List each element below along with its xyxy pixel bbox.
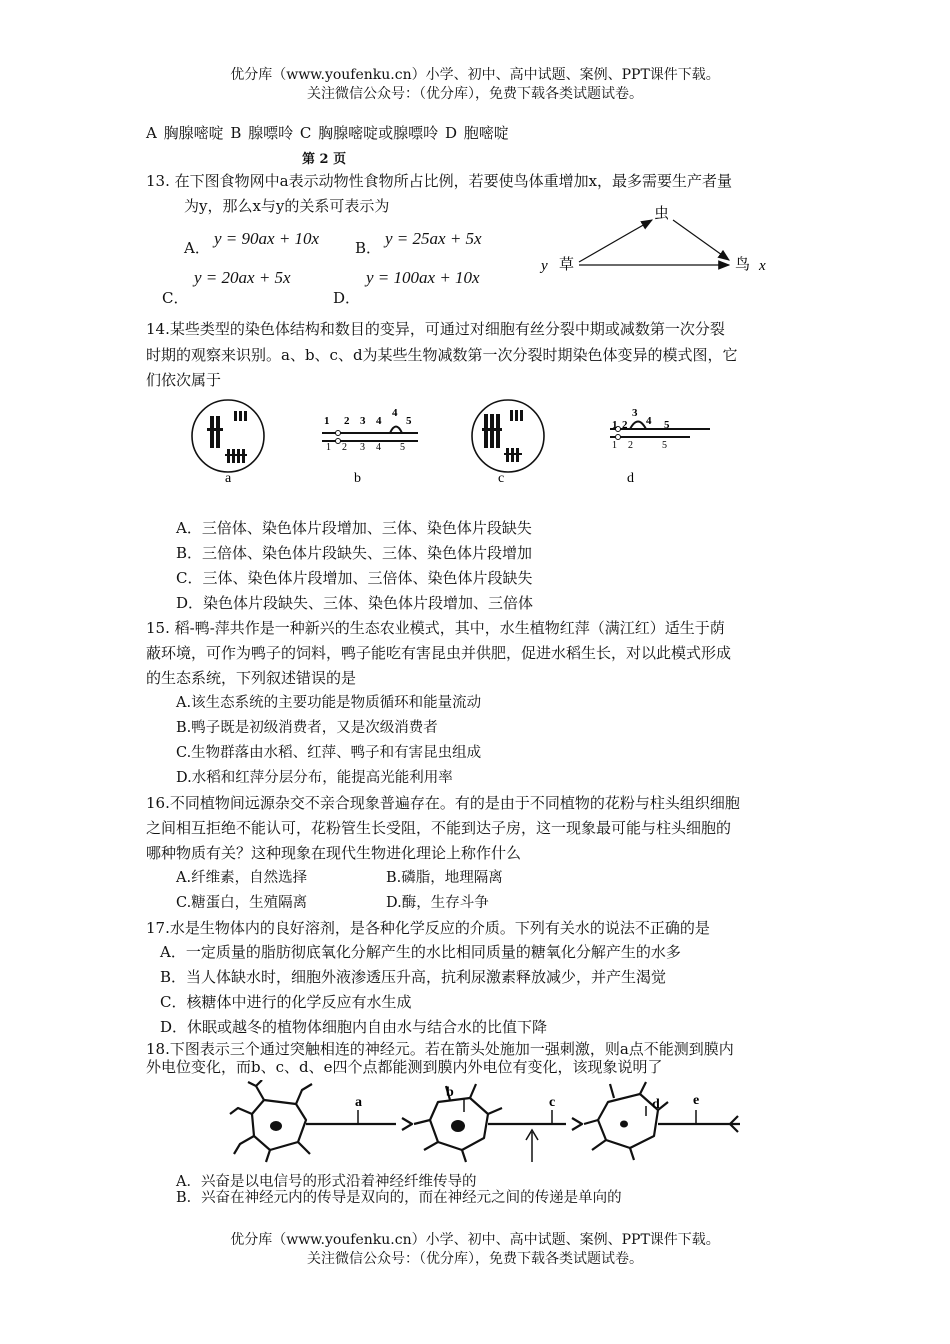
figure-c: [472, 400, 544, 472]
d-bottom-2: 2: [628, 440, 633, 451]
synapse-2: [572, 1118, 582, 1130]
web-y: y: [541, 258, 548, 274]
arrow-insect-to-bird: [673, 220, 729, 260]
q16-option-a: A.纤维素，自然选择: [176, 870, 308, 886]
q13-option-a-label: A．: [184, 239, 210, 257]
q15-option-a: A.该生态系统的主要功能是物质循环和能量流动: [176, 695, 482, 711]
q16-option-d: D.酶，生存斗争: [386, 895, 489, 911]
neuron-3-nucleus: [620, 1121, 628, 1128]
d-top-3: 3: [632, 407, 638, 419]
q15-stem-line-2: 蔽环境，可作为鸭子的饲料，鸭子能吃有害昆虫并供肥，促进水稻生长，对以此模式形成: [146, 644, 732, 662]
q15-option-b: B.鸭子既是初级消费者，又是次级消费者: [176, 720, 438, 736]
b-bottom-1: 1: [326, 442, 331, 453]
q13-option-d-label: D．: [333, 289, 361, 307]
footer-line-1: 优分库（www.youfenku.cn）小学、初中、高中试题、案例、PPT课件下载。: [230, 1232, 720, 1248]
point-d: d: [652, 1097, 660, 1112]
q18-option-a: A．兴奋是以电信号的形式沿着神经纤维传导的: [176, 1174, 477, 1190]
q15-option-d: D.水稻和红萍分层分布，能提高光能利用率: [176, 770, 453, 786]
label-a: a: [225, 471, 232, 486]
b-top-3: 3: [360, 415, 366, 427]
d-bottom-1: 1: [612, 440, 617, 451]
q14-option-c: C．三体、染色体片段增加、三倍体、染色体片段缺失: [176, 569, 533, 587]
q16-option-c: C.糖蛋白，生殖隔离: [176, 895, 308, 911]
q16-stem-line-1: 16.不同植物间远源杂交不亲合现象普遍存在。有的是由于不同植物的花粉与柱头组织细胞: [146, 794, 740, 812]
q13-option-c-label: C．: [162, 289, 189, 307]
label-c: c: [498, 471, 505, 486]
arrow-grass-to-insect: [579, 220, 652, 262]
b-top-2: 2: [344, 415, 350, 427]
q15-stem-line-1: 15. 稻-鸭-萍共作是一种新兴的生态农业模式，其中，水生植物红萍（满江红）适生于荫: [146, 619, 725, 637]
label-b: b: [354, 471, 361, 486]
footer-line-2: 关注微信公众号：（优分库），免费下载各类试题试卷。: [307, 1251, 643, 1267]
chromosome-figure: [190, 398, 720, 490]
point-b: b: [446, 1085, 454, 1100]
figure-b: [322, 427, 418, 444]
q16-stem-line-2: 之间相互拒绝不能认可，花粉管生长受阻，不能到达子房，这一现象最可能与柱头细胞的: [146, 819, 732, 837]
d-top-4: 4: [646, 415, 652, 427]
q14-stem-line-1: 14.某些类型的染色体结构和数目的变异，可通过对细胞有丝分裂中期或减数第一次分裂: [146, 320, 725, 338]
food-web-diagram: [535, 200, 785, 280]
d-top-5: 5: [664, 419, 670, 431]
q18-option-b: B．兴奋在神经元内的传导是双向的，而在神经元之间的传递是单向的: [176, 1190, 622, 1206]
b-top-4b: 4: [392, 407, 398, 419]
q17-stem: 17.水是生物体内的良好溶剂，是各种化学反应的介质。下列有关水的说法不正确的是: [146, 919, 710, 937]
page-label: 第 2 页: [302, 152, 347, 167]
b-bottom-5: 5: [400, 442, 405, 453]
label-d: d: [627, 471, 634, 486]
b-bottom-3: 3: [360, 442, 365, 453]
q13-option-a-expr: y = 90ax + 10x: [214, 229, 320, 248]
point-c: c: [549, 1095, 556, 1110]
q13-option-b-label: B．: [355, 239, 382, 257]
web-insect: 虫: [654, 206, 670, 222]
header-line-1: 优分库（www.youfenku.cn）小学、初中、高中试题、案例、PPT课件下载。: [230, 67, 720, 83]
neuron-3-body: [598, 1094, 658, 1148]
q14-option-a: A．三倍体、染色体片段增加、三体、染色体片段缺失: [176, 519, 532, 537]
q15-stem-line-3: 的生态系统，下列叙述错误的是: [146, 669, 357, 687]
neuron-1-nucleus: [270, 1121, 282, 1131]
web-grass: 草: [559, 257, 575, 273]
b-top-5: 5: [406, 415, 412, 427]
q13-stem-line-2: 为y，那么x与y的关系可表示为: [184, 197, 390, 215]
b-top-4a: 4: [376, 415, 382, 427]
q18-stem-line-2: 外电位变化，而b、c、d、e四个点都能测到膜内外电位有变化，该现象说明了: [146, 1058, 663, 1076]
point-e: e: [693, 1093, 700, 1108]
q12-options: A 胸腺嘧啶 B 腺嘌呤 C 胸腺嘧啶或腺嘌呤 D 胞嘧啶: [146, 124, 509, 142]
synapse-1: [402, 1118, 412, 1130]
neuron-2-nucleus: [451, 1120, 465, 1132]
q17-option-b: B．当人体缺水时，细胞外液渗透压升高，抗利尿激素释放减少，并产生渴觉: [160, 968, 667, 986]
q16-option-b: B.磷脂，地理隔离: [386, 870, 503, 886]
b-top-1: 1: [324, 415, 330, 427]
web-x: x: [759, 258, 766, 274]
b-bottom-2: 2: [342, 442, 347, 453]
figure-a: [192, 400, 264, 472]
q17-option-c: C．核糖体中进行的化学反应有水生成: [160, 993, 412, 1011]
point-a: a: [355, 1095, 362, 1110]
q14-option-b: B．三倍体、染色体片段缺失、三体、染色体片段增加: [176, 544, 533, 562]
q15-option-c: C.生物群落由水稻、红萍、鸭子和有害昆虫组成: [176, 745, 482, 761]
q14-option-d: D．染色体片段缺失、三体、染色体片段增加、三倍体: [176, 594, 534, 612]
d-bottom-5: 5: [662, 440, 667, 451]
web-bird: 鸟: [735, 257, 751, 273]
q13-option-b-expr: y = 25ax + 5x: [385, 229, 482, 248]
d-top-2: 2: [622, 419, 628, 431]
q13-option-d-expr: y = 100ax + 10x: [366, 268, 480, 287]
q18-stem-line-1: 18.下图表示三个通过突触相连的神经元。若在箭头处施加一强刺激，则a点不能测到膜内: [146, 1040, 734, 1058]
q13-stem-line-1: 13. 在下图食物网中a表示动物性食物所占比例，若要使鸟体重增加x，最多需要生产者量: [146, 172, 733, 190]
neuron-diagram: [226, 1080, 766, 1165]
axon-3-terminal: [730, 1116, 740, 1132]
q14-stem-line-2: 时期的观察来识别。a、b、c、d为某些生物减数第一次分裂时期染色体变异的模式图，它: [146, 346, 738, 364]
d-top-1: 1: [612, 419, 618, 431]
q17-option-a: A．一定质量的脂肪彻底氧化分解产生的水比相同质量的糖氧化分解产生的水多: [160, 943, 681, 961]
q17-option-d: D．休眠或越冬的植物体细胞内自由水与结合水的比值下降: [160, 1018, 548, 1036]
q16-stem-line-3: 哪种物质有关？这种现象在现代生物进化理论上称作什么: [146, 844, 522, 862]
header-line-2: 关注微信公众号：（优分库），免费下载各类试题试卷。: [307, 86, 643, 102]
q14-stem-line-3: 们依次属于: [146, 371, 222, 389]
b-bottom-4: 4: [376, 442, 381, 453]
q13-option-c-expr: y = 20ax + 5x: [194, 268, 291, 287]
